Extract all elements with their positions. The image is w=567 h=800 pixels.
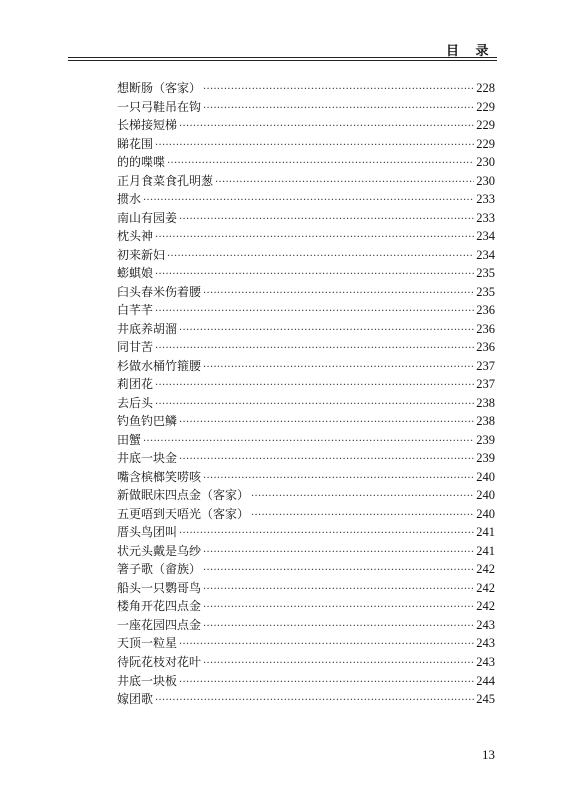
toc-entry-title: 长梯接短梯 [117,118,178,133]
toc-entry-page: 242 [476,562,495,577]
toc-entry [117,616,495,635]
dot-leader [155,229,474,247]
toc-entry-title: 初来新妇 [117,247,166,262]
toc-entry-title: 正月食菜食孔明葱 [117,173,214,188]
toc-entry-title: 楼角开花四点金 [117,599,202,614]
toc-entry-page: 240 [476,469,495,484]
toc-entry [117,172,495,191]
toc-entry [117,357,495,376]
dot-leader [179,674,474,692]
toc-entry-title: 杉做水桶竹箍腰 [117,358,202,373]
dot-leader [203,81,474,99]
toc-entry [117,431,495,450]
toc-entry-title: 井底一块金 [117,451,178,466]
toc-entry-page: 233 [476,210,495,225]
dot-leader [203,599,474,617]
toc-entry-title: 蟛蜞娘 [117,266,154,281]
toc-entry-page: 240 [476,488,495,503]
toc-entry [117,634,495,653]
toc-entry [117,375,495,394]
toc-entry [117,135,495,154]
toc-entry [117,264,495,283]
toc-entry-title: 白芊芊 [117,303,154,318]
toc-entry-title: 的的喋喋 [117,155,166,170]
toc-entry-title: 想断肠（客家） [117,81,202,95]
toc-entry-page: 243 [476,617,495,632]
toc-entry [117,672,495,691]
toc-entry [117,560,495,579]
toc-entry-title: 井底养胡溜 [117,321,178,336]
dot-leader [155,303,474,321]
dot-leader [179,525,474,543]
toc-entry-title: 一只弓鞋吊在钩 [117,99,202,114]
dot-leader [203,359,474,377]
toc-entry-page: 229 [476,99,495,114]
toc-entry-title: 嘴含槟榔笑唠咳 [117,469,202,484]
toc-entry [117,116,495,135]
toc-entry-page: 235 [476,266,495,281]
toc-entry-page: 238 [476,414,495,429]
toc-entry [117,246,495,265]
toc-entry-page: 237 [476,377,495,392]
toc-entry-title: 莉团花 [117,377,154,392]
toc-entry-page: 234 [476,247,495,262]
toc-entry-page: 234 [476,229,495,244]
dot-leader [167,155,474,173]
toc-entry-page: 238 [476,395,495,410]
toc-entry [117,653,495,672]
toc-entry-page: 242 [476,599,495,614]
toc-entry-page: 235 [476,284,495,299]
toc-entry-page: 244 [476,673,495,688]
toc-entry [117,449,495,468]
toc-entry [117,338,495,357]
toc-entry-title: 同甘苦 [117,340,154,355]
toc-entry [117,190,495,209]
dot-leader [203,618,474,636]
dot-leader [155,377,474,395]
toc-entry [117,283,495,302]
toc-entry-title: 厝头鸟团叫 [117,525,178,540]
dot-leader [251,507,474,525]
dot-leader [179,636,474,654]
toc-entry [117,79,495,98]
toc-entry-title: 掼水 [117,192,142,207]
dot-leader [167,248,474,266]
dot-leader [155,137,474,155]
header-rule [68,57,497,61]
dot-leader [203,470,474,488]
dot-leader [203,581,474,599]
dot-leader [203,100,474,118]
toc-entry [117,542,495,561]
toc-entry-page: 241 [476,525,495,540]
toc-entry [117,579,495,598]
dot-leader [179,451,474,469]
toc-entry [117,412,495,431]
toc-entry-page: 230 [476,173,495,188]
toc-entry-page: 242 [476,580,495,595]
toc-entry [117,468,495,487]
dot-leader [143,433,474,451]
dot-leader [179,414,474,432]
dot-leader [179,322,474,340]
toc-entry [117,690,495,709]
toc-entry-title: 枕头神 [117,229,154,244]
toc-entry-title: 井底一块板 [117,673,178,688]
dot-leader [203,655,474,673]
toc-entry [117,394,495,413]
toc-entry-page: 233 [476,192,495,207]
dot-leader [155,340,474,358]
toc-entry [117,523,495,542]
toc-entry-title: 状元头戴是乌纱 [117,543,202,558]
toc-entry-title: 睇花围 [117,136,154,151]
toc-entry-title: 田蟹 [117,432,142,447]
dot-leader [155,396,474,414]
dot-leader [179,211,474,229]
table-of-contents [117,79,495,709]
toc-entry-title: 天顶一粒星 [117,636,178,651]
toc-entry-title: 待阮花枝对花叶 [117,654,202,669]
toc-entry [117,209,495,228]
toc-entry-page: 240 [476,506,495,521]
toc-entry [117,486,495,505]
toc-entry [117,153,495,172]
toc-entry-page: 237 [476,358,495,373]
toc-entry-page: 243 [476,636,495,651]
toc-entry-title: 箸子歌（畲族） [117,562,202,577]
toc-entry-title: 五更唔到天唔光（客家） [117,506,250,521]
dot-leader [155,692,474,710]
dot-leader [203,285,474,303]
toc-entry [117,505,495,524]
toc-entry-title: 船头一只鹦哥鸟 [117,580,202,595]
page-number: 13 [482,747,495,762]
toc-entry-title: 嫁团歌 [117,692,154,707]
toc-entry [117,227,495,246]
toc-entry-page: 230 [476,155,495,170]
toc-entry-page: 245 [476,692,495,707]
toc-entry-page: 236 [476,303,495,318]
toc-entry-title: 南山有园姜 [117,210,178,225]
running-header-title: 目 录 [446,44,495,59]
dot-leader [215,174,474,192]
toc-entry-title: 新做眠床四点金（客家） [117,488,250,503]
toc-entry-page: 239 [476,432,495,447]
toc-entry [117,98,495,117]
toc-entry-page: 229 [476,136,495,151]
toc-entry-page: 228 [476,81,495,95]
toc-entry-page: 239 [476,451,495,466]
dot-leader [203,562,474,580]
toc-entry [117,301,495,320]
toc-entry-title: 去后头 [117,395,154,410]
toc-entry-title: 一座花园四点金 [117,617,202,632]
toc-entry [117,597,495,616]
toc-entry-title: 臼头春米伤着腰 [117,284,202,299]
toc-entry-page: 229 [476,118,495,133]
dot-leader [155,266,474,284]
toc-entry-page: 236 [476,321,495,336]
dot-leader [179,118,474,136]
toc-entry-page: 241 [476,543,495,558]
toc-entry-title: 钓鱼钓巴鳞 [117,414,178,429]
dot-leader [251,488,474,506]
toc-entry-page: 236 [476,340,495,355]
dot-leader [143,192,474,210]
dot-leader [203,544,474,562]
toc-entry-page: 243 [476,654,495,669]
toc-entry [117,320,495,339]
